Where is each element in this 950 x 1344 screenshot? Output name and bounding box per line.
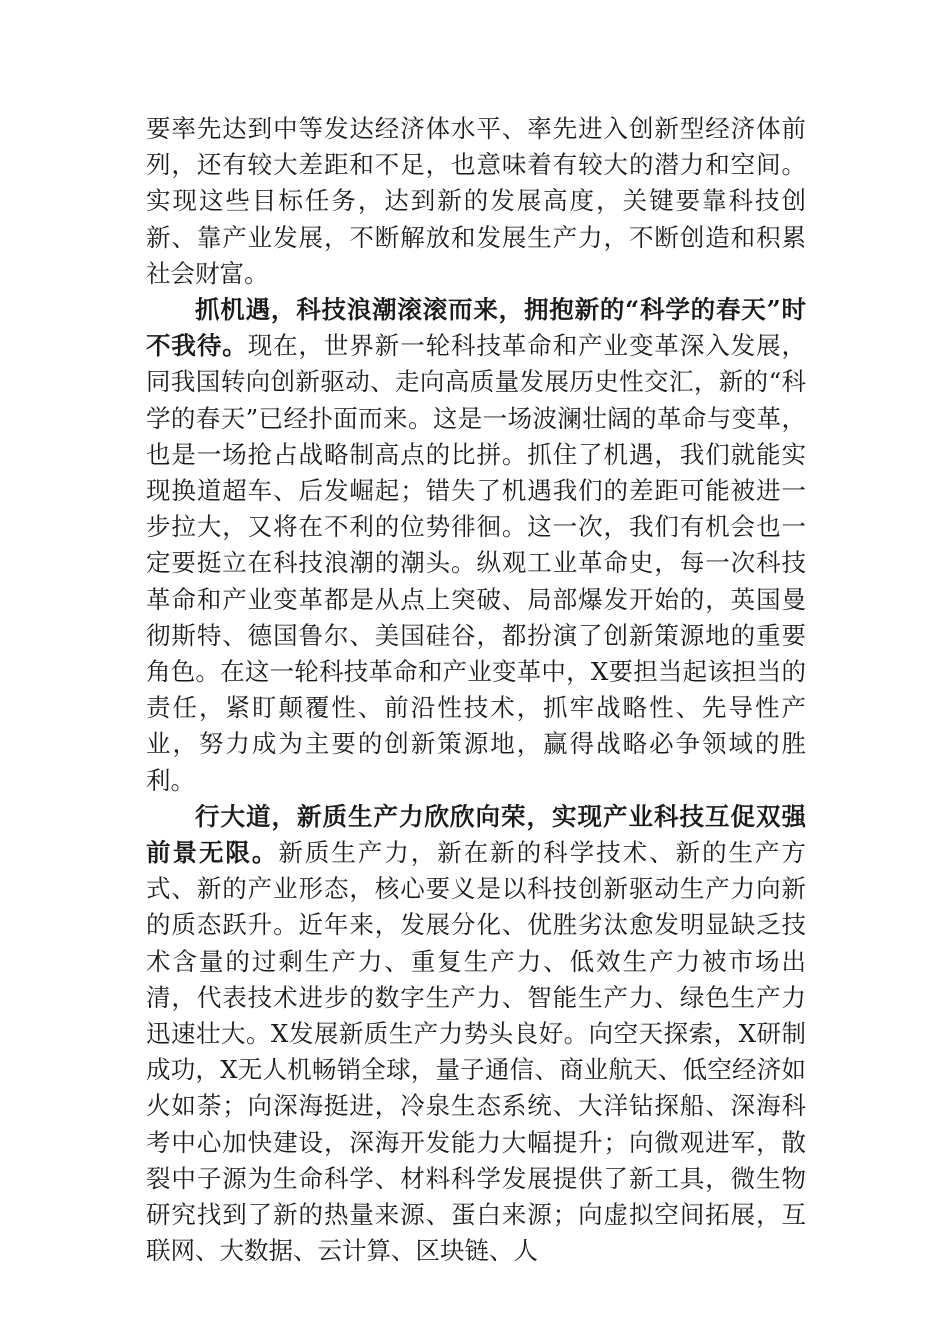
document-body <box>146 111 806 1270</box>
paragraph-3-lead: 行大道，新质生产力欣欣向荣，实现产业科技互促双强前景无限。 <box>146 801 806 868</box>
paragraph-2-lead: 抓机遇，科技浪潮滚滚而来，拥抱新的“科学的春天”时不我待。 <box>146 295 806 361</box>
paragraph-2-text: 现在，世界新一轮科技革命和产业变革深入发展，同我国转向创新驱动、走向高质量发展历史性交汇，新的“科学的春天”已经扑面而来。这是一场波澜壮阔的革命与变革，也是一场抢占战略制高点的比拼。抓住了机遇，我们就能实现换道超车、后发崛起；错失了机遇我们的差距可能被进一步拉大，又将在不利的位势徘徊。这一次，我们有机会也一定要挺立在科技浪潮的潮头。纵观工业革命史，每一次科技革命和产业变革都是从点上突破、局部爆发开始的，英国曼彻斯特、德国鲁尔、美国硅谷，都扮演了创新策源地的重要角色。在这一轮科技革命和产业变革中，X要担当起该担当的责任，紧盯颠覆性、前沿性技术，抓牢战略性、先导性产业，努力成为主要的创新策源地，赢得战略必争领域的胜利。 <box>146 331 807 795</box>
paragraph-3 <box>146 799 806 1270</box>
paragraph-3-text: 新质生产力，新在新的科学技术、新的生产方式、新的产业形态，核心要义是以科技创新驱动生产力向新的质态跃升。近年来，发展分化、优胜劣汰愈发明显缺乏技术含量的过剩生产力、重复生产力、低效生产力被市场出清，代表技术进步的数字生产力、智能生产力、绿色生产力迅速壮大。X发展新质生产力势头良好。向空天探索，X研制成功，X无人机畅销全球，量子通信、商业航天、低空经济如火如荼；向深海挺进，冷泉生态系统、大洋钻探船、深海科考中心加快建设，深海开发能力大幅提升；向微观进军，散裂中子源为生命科学、材料科学发展提供了新工具，微生物研究找到了新的热量来源、蛋白来源；向虚拟空间拓展，互联网、大数据、云计算、区块链、人 <box>146 838 807 1266</box>
paragraph-1-text: 要率先达到中等发达经济体水平、率先进入创新型经济体前列，还有较大差距和不足，也意味着有较大的潜力和空间。实现这些目标任务，达到新的发展高度，关键要靠科技创新、靠产业发展，不断解放和发展生产力，不断创造和积累社会财富。 <box>146 114 806 288</box>
paragraph-2 <box>146 292 806 799</box>
paragraph-1 <box>146 111 806 292</box>
